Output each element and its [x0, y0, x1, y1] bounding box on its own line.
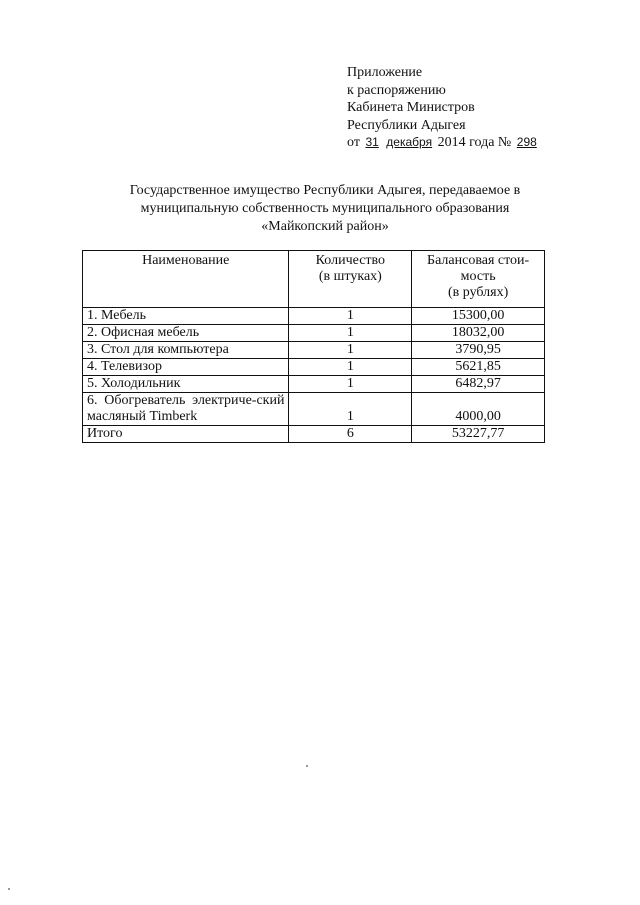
title-line-1: Государственное имущество Республики Адыгея, передаваемое в — [129, 183, 521, 198]
total-label: Итого — [83, 426, 289, 443]
order-reference: к распоряжению — [347, 82, 446, 98]
header-value — [412, 251, 545, 308]
row-qty: 1 — [289, 376, 412, 393]
header-name — [83, 251, 289, 308]
total-qty: 6 — [289, 426, 412, 443]
header-name-text: Наименование — [142, 253, 230, 268]
title-line-2: муниципальную собственность муниципального образования — [140, 201, 510, 216]
header-value-line-1: Балансовая стои- — [427, 253, 530, 268]
header-qty-line-2: (в штуках) — [318, 269, 382, 284]
total-row — [83, 426, 545, 443]
title-line-3: «Майкопский район» — [261, 219, 389, 234]
table-row — [83, 325, 545, 342]
order-date-line — [347, 134, 539, 152]
table-row — [83, 376, 545, 393]
row-value: 6482,97 — [412, 376, 545, 393]
row-value: 5621,85 — [412, 359, 545, 376]
asset-table — [82, 250, 545, 443]
row-name: 2. Офисная мебель — [83, 325, 289, 342]
table-row — [83, 342, 545, 359]
row-qty: 1 — [289, 359, 412, 376]
row-qty: 1 — [289, 308, 412, 325]
row-value: 15300,00 — [412, 308, 545, 325]
header-qty-line-1: Количество — [315, 253, 386, 268]
header-qty — [289, 251, 412, 308]
row-name: 4. Телевизор — [83, 359, 289, 376]
row-value: 3790,95 — [412, 342, 545, 359]
row-qty: 1 — [289, 393, 412, 426]
date-month: декабря — [386, 135, 433, 149]
appendix-header — [347, 64, 539, 152]
republic-name: Республики Адыгея — [347, 117, 466, 133]
row-qty: 1 — [289, 342, 412, 359]
order-number: 298 — [516, 135, 537, 149]
row-qty: 1 — [289, 325, 412, 342]
row-name: 3. Стол для компьютера — [83, 342, 289, 359]
row-name: 1. Мебель — [83, 308, 289, 325]
row-name: 6. Обогреватель электриче-ский масляный Timberk — [83, 393, 289, 426]
table-row — [83, 359, 545, 376]
date-year: 2014 года № — [437, 135, 512, 150]
date-day: 31 — [365, 135, 379, 149]
scan-speck — [306, 765, 308, 767]
scan-speck — [8, 888, 10, 890]
document-title — [90, 182, 560, 236]
cabinet-name: Кабинета Министров — [347, 100, 475, 115]
row-value: 18032,00 — [412, 325, 545, 342]
table-row — [83, 308, 545, 325]
header-value-line-3: (в рублях) — [447, 285, 509, 300]
row-value: 4000,00 — [412, 393, 545, 426]
total-value: 53227,77 — [412, 426, 545, 443]
table-row — [83, 393, 545, 426]
table-header-row — [83, 251, 545, 308]
date-prefix: от — [347, 135, 360, 150]
row-name: 5. Холодильник — [83, 376, 289, 393]
appendix-label: Приложение — [347, 65, 423, 80]
header-value-line-2: мость — [460, 269, 496, 284]
